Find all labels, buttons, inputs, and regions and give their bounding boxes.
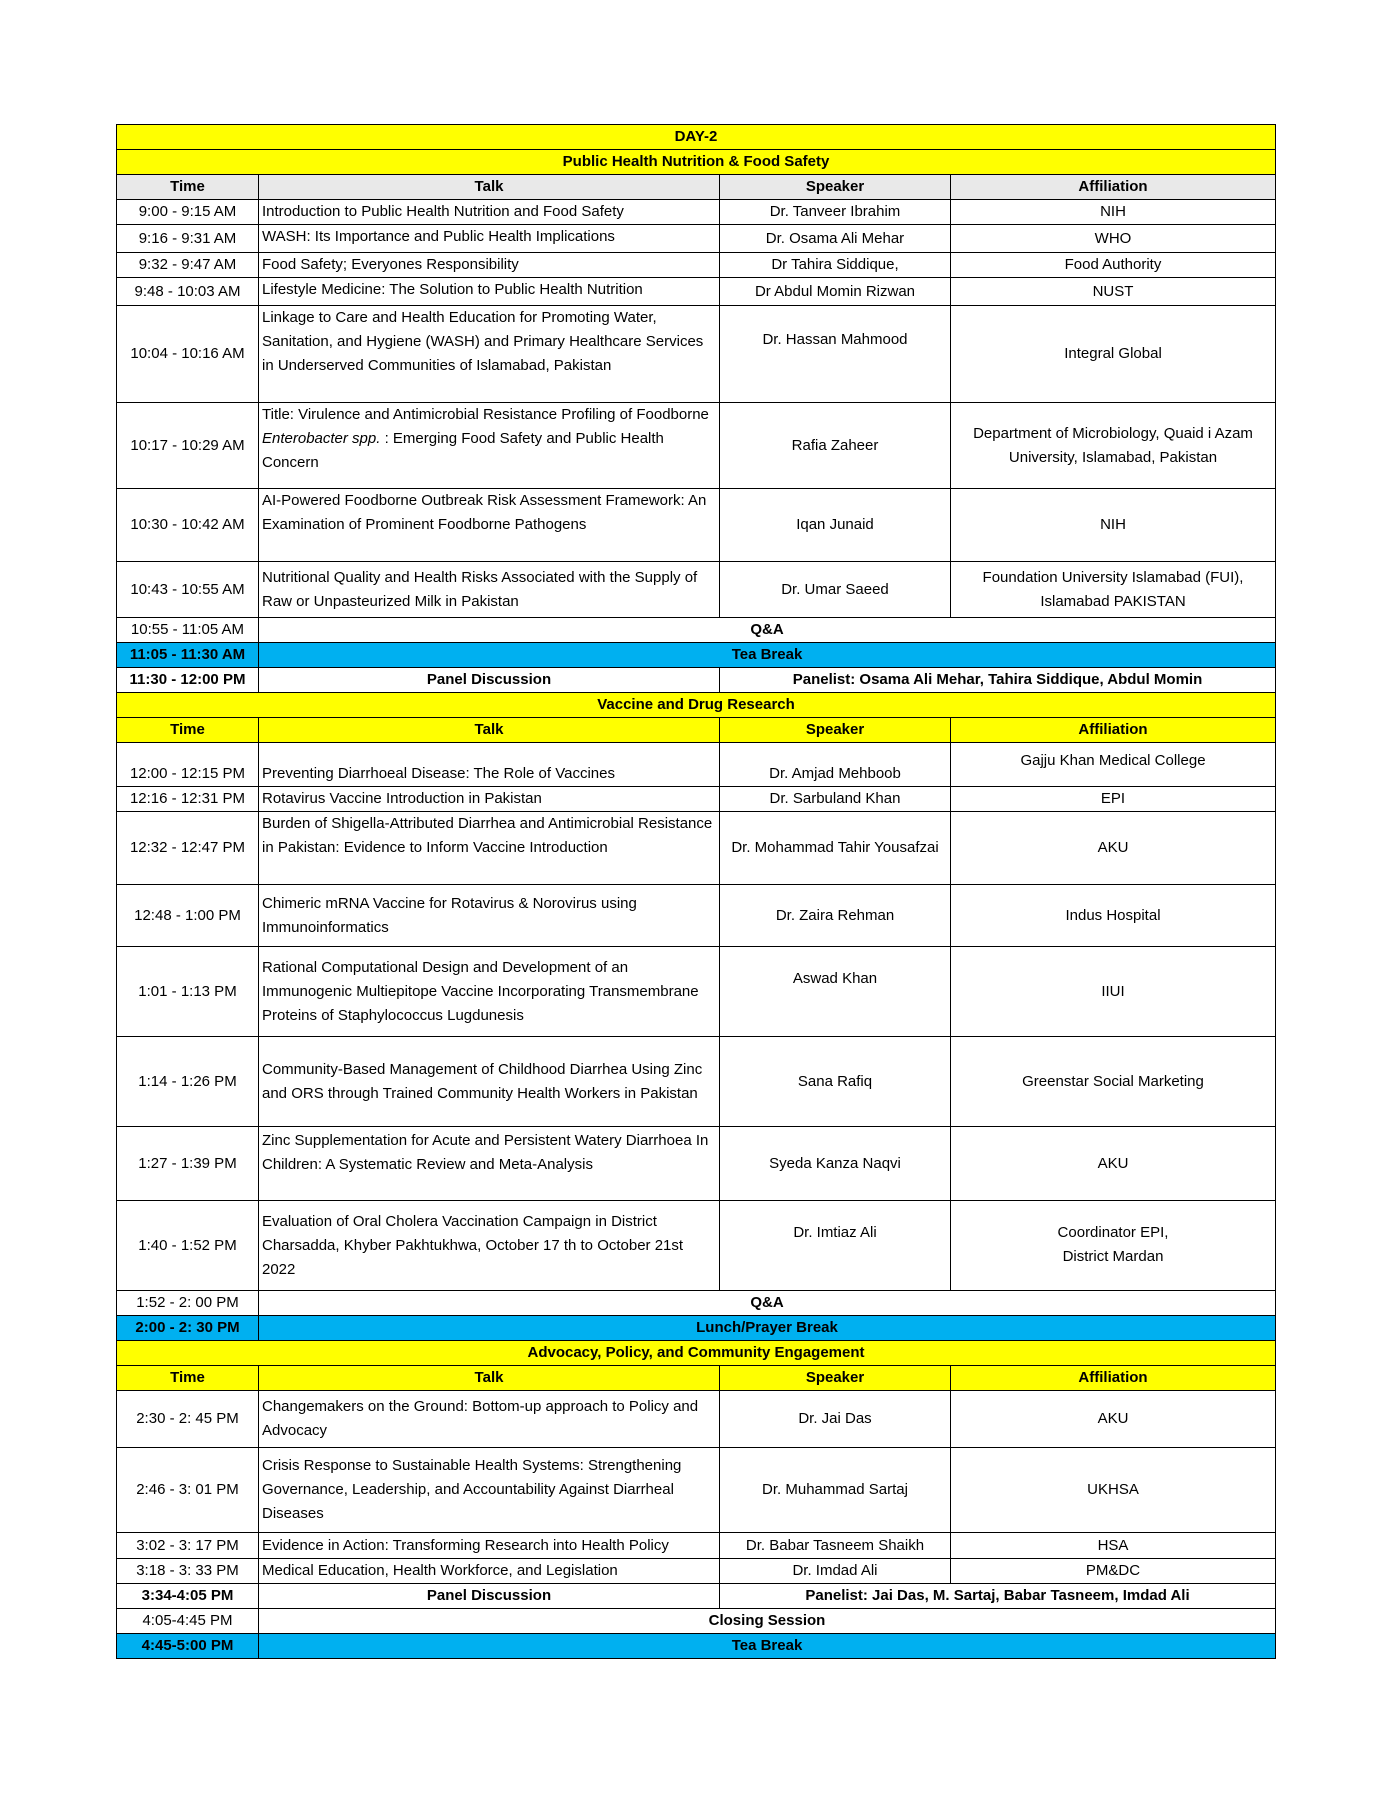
- talk-time: 12:48 - 1:00 PM: [117, 885, 259, 947]
- talk-time: 9:32 - 9:47 AM: [117, 253, 259, 278]
- schedule-table: [116, 124, 1276, 1659]
- panel-panelists: Panelist: Jai Das, M. Sartaj, Babar Tasneem, Imdad Ali: [720, 1584, 1276, 1609]
- talk-affiliation: Integral Global: [951, 306, 1276, 403]
- talk-row: [117, 403, 1276, 489]
- talk-row: [117, 562, 1276, 618]
- talk-time: 10:43 - 10:55 AM: [117, 562, 259, 618]
- talk-speaker: Dr. Amjad Mehboob: [720, 743, 951, 787]
- talk-row: [117, 1201, 1276, 1291]
- session-title: Public Health Nutrition & Food Safety: [117, 150, 1276, 175]
- header-affiliation: Affiliation: [951, 718, 1276, 743]
- talk-affiliation: Foundation University Islamabad (FUI), Islamabad PAKISTAN: [951, 562, 1276, 618]
- talk-time: 1:14 - 1:26 PM: [117, 1037, 259, 1127]
- talk-speaker: Dr Abdul Momin Rizwan: [720, 278, 951, 306]
- talk-time: 9:00 - 9:15 AM: [117, 200, 259, 225]
- talk-row: [117, 225, 1276, 253]
- header-talk: Talk: [259, 718, 720, 743]
- break-row: [117, 1634, 1276, 1659]
- panel-label: Panel Discussion: [259, 1584, 720, 1609]
- panel-panelists: Panelist: Osama Ali Mehar, Tahira Siddique, Abdul Momin: [720, 668, 1276, 693]
- talk-affiliation: UKHSA: [951, 1448, 1276, 1533]
- affiliation-text: Coordinator EPI, District Mardan: [1057, 1224, 1169, 1265]
- talk-speaker: Dr. Imtiaz Ali: [720, 1201, 951, 1291]
- talk-affiliation: AKU: [951, 1391, 1276, 1448]
- panel-label: Panel Discussion: [259, 668, 720, 693]
- talk-row: [117, 253, 1276, 278]
- talk-title: Zinc Supplementation for Acute and Persistent Watery Diarrhoea In Children: A Systematic Review and Meta-Analysis: [259, 1127, 720, 1201]
- talk-affiliation: PM&DC: [951, 1559, 1276, 1584]
- talk-speaker: Dr Tahira Siddique,: [720, 253, 951, 278]
- talk-time: 2:46 - 3: 01 PM: [117, 1448, 259, 1533]
- talk-row: [117, 278, 1276, 306]
- break-label: Tea Break: [259, 1634, 1276, 1659]
- header-talk: Talk: [259, 175, 720, 200]
- header-speaker: Speaker: [720, 1366, 951, 1391]
- talk-time: 10:17 - 10:29 AM: [117, 403, 259, 489]
- qa-label: Q&A: [259, 1291, 1276, 1316]
- talk-speaker: Dr. Sarbuland Khan: [720, 787, 951, 812]
- talk-speaker: Dr. Zaira Rehman: [720, 885, 951, 947]
- talk-row: [117, 1533, 1276, 1559]
- talk-affiliation: [951, 1201, 1276, 1291]
- panel-time: 11:30 - 12:00 PM: [117, 668, 259, 693]
- talk-affiliation: HSA: [951, 1533, 1276, 1559]
- talk-speaker: Aswad Khan: [720, 947, 951, 1037]
- break-row: [117, 643, 1276, 668]
- talk-time: 12:00 - 12:15 PM: [117, 743, 259, 787]
- closing-time: 4:05-4:45 PM: [117, 1609, 259, 1634]
- talk-time: 1:27 - 1:39 PM: [117, 1127, 259, 1201]
- panel-row: [117, 1584, 1276, 1609]
- header-affiliation: Affiliation: [951, 1366, 1276, 1391]
- header-affiliation: Affiliation: [951, 175, 1276, 200]
- panel-time: 3:34-4:05 PM: [117, 1584, 259, 1609]
- talk-affiliation: NIH: [951, 200, 1276, 225]
- break-time: 11:05 - 11:30 AM: [117, 643, 259, 668]
- qa-time: 1:52 - 2: 00 PM: [117, 1291, 259, 1316]
- talk-row: [117, 947, 1276, 1037]
- talk-affiliation: NIH: [951, 489, 1276, 562]
- talk-speaker: Dr. Tanveer Ibrahim: [720, 200, 951, 225]
- talk-speaker: Sana Rafiq: [720, 1037, 951, 1127]
- header-speaker: Speaker: [720, 175, 951, 200]
- break-time: 4:45-5:00 PM: [117, 1634, 259, 1659]
- talk-time: 10:04 - 10:16 AM: [117, 306, 259, 403]
- header-time: Time: [117, 175, 259, 200]
- talk-time: 3:02 - 3: 17 PM: [117, 1533, 259, 1559]
- talk-title: Medical Education, Health Workforce, and Legislation: [259, 1559, 720, 1584]
- talk-row: [117, 885, 1276, 947]
- break-row: [117, 1316, 1276, 1341]
- talk-row: [117, 812, 1276, 885]
- talk-row: [117, 1559, 1276, 1584]
- qa-label: Q&A: [259, 618, 1276, 643]
- session-title: Vaccine and Drug Research: [117, 693, 1276, 718]
- closing-row: [117, 1609, 1276, 1634]
- talk-title: Community-Based Management of Childhood Diarrhea Using Zinc and ORS through Trained Community Health Workers in Pakistan: [259, 1037, 720, 1127]
- talk-time: 3:18 - 3: 33 PM: [117, 1559, 259, 1584]
- talk-time: 12:32 - 12:47 PM: [117, 812, 259, 885]
- talk-speaker: Iqan Junaid: [720, 489, 951, 562]
- header-row: [117, 1366, 1276, 1391]
- talk-title: Burden of Shigella-Attributed Diarrhea and Antimicrobial Resistance in Pakistan: Evidence to Inform Vaccine Introduction: [259, 812, 720, 885]
- talk-title-suffix: : Emerging Food Safety and Public Health Concern: [262, 430, 664, 471]
- talk-title-italic: Enterobacter spp.: [262, 430, 381, 447]
- qa-row: [117, 618, 1276, 643]
- talk-title: Chimeric mRNA Vaccine for Rotavirus & Norovirus using Immunoinformatics: [259, 885, 720, 947]
- talk-row: [117, 306, 1276, 403]
- talk-row: [117, 1037, 1276, 1127]
- talk-title: Evidence in Action: Transforming Research into Health Policy: [259, 1533, 720, 1559]
- talk-time: 1:01 - 1:13 PM: [117, 947, 259, 1037]
- talk-title: Rational Computational Design and Development of an Immunogenic Multiepitope Vaccine Incorporating Transmembrane Proteins of Staphylococcus Lugdunesis: [259, 947, 720, 1037]
- header-time: Time: [117, 718, 259, 743]
- talk-time: 1:40 - 1:52 PM: [117, 1201, 259, 1291]
- talk-title: Changemakers on the Ground: Bottom-up approach to Policy and Advocacy: [259, 1391, 720, 1448]
- talk-time: 10:30 - 10:42 AM: [117, 489, 259, 562]
- talk-title: Rotavirus Vaccine Introduction in Pakistan: [259, 787, 720, 812]
- talk-title: Nutritional Quality and Health Risks Associated with the Supply of Raw or Unpasteurized Milk in Pakistan: [259, 562, 720, 618]
- talk-affiliation: Food Authority: [951, 253, 1276, 278]
- talk-time: 9:16 - 9:31 AM: [117, 225, 259, 253]
- talk-title: Lifestyle Medicine: The Solution to Public Health Nutrition: [259, 278, 720, 306]
- talk-title: [259, 403, 720, 489]
- talk-row: [117, 1448, 1276, 1533]
- talk-affiliation: NUST: [951, 278, 1276, 306]
- talk-affiliation: AKU: [951, 1127, 1276, 1201]
- qa-row: [117, 1291, 1276, 1316]
- talk-speaker: Dr. Hassan Mahmood: [720, 306, 951, 403]
- talk-row: [117, 787, 1276, 812]
- header-speaker: Speaker: [720, 718, 951, 743]
- talk-row: [117, 200, 1276, 225]
- talk-title: Evaluation of Oral Cholera Vaccination Campaign in District Charsadda, Khyber Pakhtukhwa, October 17 th to October 21st 2022: [259, 1201, 720, 1291]
- break-label: Lunch/Prayer Break: [259, 1316, 1276, 1341]
- header-row: [117, 175, 1276, 200]
- talk-speaker: Dr. Muhammad Sartaj: [720, 1448, 951, 1533]
- header-talk: Talk: [259, 1366, 720, 1391]
- talk-affiliation: Greenstar Social Marketing: [951, 1037, 1276, 1127]
- talk-speaker: Dr. Umar Saeed: [720, 562, 951, 618]
- talk-time: 9:48 - 10:03 AM: [117, 278, 259, 306]
- header-time: Time: [117, 1366, 259, 1391]
- talk-title: Introduction to Public Health Nutrition and Food Safety: [259, 200, 720, 225]
- talk-row: [117, 489, 1276, 562]
- talk-title: AI-Powered Foodborne Outbreak Risk Assessment Framework: An Examination of Prominent Foodborne Pathogens: [259, 489, 720, 562]
- talk-affiliation: Indus Hospital: [951, 885, 1276, 947]
- talk-speaker: Dr. Babar Tasneem Shaikh: [720, 1533, 951, 1559]
- header-row: [117, 718, 1276, 743]
- day-title: DAY-2: [117, 125, 1276, 150]
- talk-speaker: Dr. Imdad Ali: [720, 1559, 951, 1584]
- talk-speaker: Dr. Jai Das: [720, 1391, 951, 1448]
- talk-title: Linkage to Care and Health Education for Promoting Water, Sanitation, and Hygiene (WASH) and Primary Healthcare Services in Underserved Communities of Islamabad, Pakistan: [259, 306, 720, 403]
- qa-time: 10:55 - 11:05 AM: [117, 618, 259, 643]
- talk-row: [117, 1127, 1276, 1201]
- talk-title: WASH: Its Importance and Public Health Implications: [259, 225, 720, 253]
- talk-title-prefix: Title: Virulence and Antimicrobial Resistance Profiling of Foodborne: [262, 406, 709, 423]
- talk-affiliation: Department of Microbiology, Quaid i Azam University, Islamabad, Pakistan: [951, 403, 1276, 489]
- talk-title: Food Safety; Everyones Responsibility: [259, 253, 720, 278]
- talk-speaker: Dr. Mohammad Tahir Yousafzai: [720, 812, 951, 885]
- talk-speaker: Syeda Kanza Naqvi: [720, 1127, 951, 1201]
- talk-affiliation: Gajju Khan Medical College: [951, 743, 1276, 787]
- break-time: 2:00 - 2: 30 PM: [117, 1316, 259, 1341]
- talk-title: Preventing Diarrhoeal Disease: The Role of Vaccines: [259, 743, 720, 787]
- talk-title: Crisis Response to Sustainable Health Systems: Strengthening Governance, Leadership, and Accountability Against Diarrheal Diseases: [259, 1448, 720, 1533]
- session-title: Advocacy, Policy, and Community Engagement: [117, 1341, 1276, 1366]
- talk-time: 2:30 - 2: 45 PM: [117, 1391, 259, 1448]
- talk-row: [117, 1391, 1276, 1448]
- talk-time: 12:16 - 12:31 PM: [117, 787, 259, 812]
- talk-row: [117, 743, 1276, 787]
- talk-affiliation: EPI: [951, 787, 1276, 812]
- closing-label: Closing Session: [259, 1609, 1276, 1634]
- talk-affiliation: AKU: [951, 812, 1276, 885]
- talk-speaker: Rafia Zaheer: [720, 403, 951, 489]
- break-label: Tea Break: [259, 643, 1276, 668]
- panel-row: [117, 668, 1276, 693]
- talk-affiliation: WHO: [951, 225, 1276, 253]
- talk-speaker: Dr. Osama Ali Mehar: [720, 225, 951, 253]
- talk-affiliation: IIUI: [951, 947, 1276, 1037]
